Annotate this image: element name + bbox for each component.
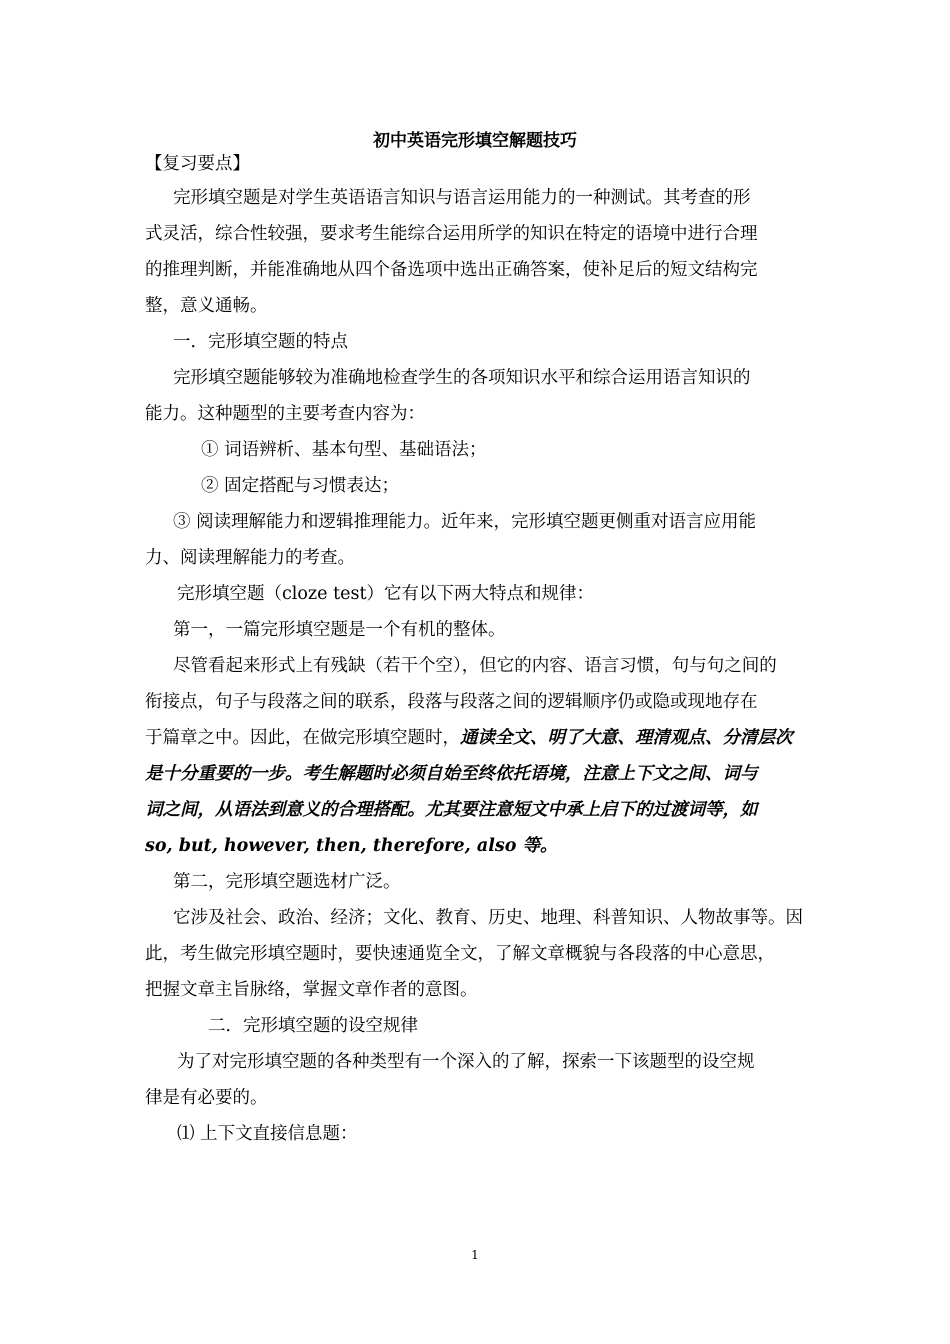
list-item-1: ① 词语辨析、基本句型、基础语法； bbox=[201, 440, 487, 460]
first-para-bold-line-3: so, but, however, then, therefore, also 等。 bbox=[145, 836, 558, 856]
second-para-line-2: 此，考生做完形填空题时，要快速通览全文，了解文章概貌与各段落的中心意思， bbox=[145, 944, 775, 964]
cloze-intro-line: 完形填空题（cloze test）它有以下两大特点和规律： bbox=[177, 584, 594, 604]
intro-line-3: 的推理判断，并能准确地从四个备选项中选出正确答案，使补足后的短文结构完 bbox=[145, 260, 758, 280]
intro-line-1: 完形填空题是对学生英语语言知识与语言运用能力的一种测试。其考查的形 bbox=[173, 188, 751, 208]
first-point-heading: 第一，一篇完形填空题是一个有机的整体。 bbox=[173, 620, 506, 640]
rules-line-1: 为了对完形填空题的各种类型有一个深入的了解，探索一下该题型的设空规 bbox=[177, 1052, 755, 1072]
list-item-2: ② 固定搭配与习惯表达； bbox=[201, 476, 400, 496]
page-number: 1 bbox=[471, 1248, 479, 1262]
second-para-line-3: 把握文章主旨脉络，掌握文章作者的意图。 bbox=[145, 980, 478, 1000]
first-para-line-3-emphasis: 通读全文、明了大意、理清观点、分清层次 bbox=[460, 728, 793, 748]
list-item-3-line-2: 力、阅读理解能力的考查。 bbox=[145, 548, 355, 568]
first-para-bold-line-2: 词之间，从语法到意义的合理搭配。尤其要注意短文中承上启下的过渡词等，如 bbox=[145, 800, 758, 820]
first-para-line-2: 衔接点，句子与段落之间的联系，段落与段落之间的逻辑顺序仍或隐或现地存在 bbox=[145, 692, 758, 712]
first-para-line-1: 尽管看起来形式上有残缺（若干个空），但它的内容、语言习惯，句与句之间的 bbox=[173, 656, 777, 676]
features-line-1: 完形填空题能够较为准确地检查学生的各项知识水平和综合运用语言知识的 bbox=[173, 368, 751, 388]
heading-features: 一．完形填空题的特点 bbox=[173, 332, 348, 352]
section-header: 【复习要点】 bbox=[145, 154, 250, 174]
first-para-bold-line-1: 是十分重要的一步。考生解题时必须自始至终依托语境，注意上下文之间、词与 bbox=[145, 764, 758, 784]
rules-line-2: 律是有必要的。 bbox=[145, 1088, 268, 1108]
second-point-heading: 第二，完形填空题选材广泛。 bbox=[173, 872, 401, 892]
intro-line-4: 整，意义通畅。 bbox=[145, 296, 268, 316]
features-line-2: 能力。这种题型的主要考查内容为： bbox=[145, 404, 425, 424]
second-para-line-1: 它涉及社会、政治、经济；文化、教育、历史、地理、科普知识、人物故事等。因 bbox=[173, 908, 803, 928]
document-title: 初中英语完形填空解题技巧 bbox=[373, 131, 577, 151]
intro-line-2: 式灵活，综合性较强，要求考生能综合运用所学的知识在特定的语境中进行合理 bbox=[145, 224, 758, 244]
subheading-context: ⑴ 上下文直接信息题： bbox=[177, 1124, 358, 1144]
heading-rules: 二．完形填空题的设空规律 bbox=[208, 1016, 418, 1036]
list-item-3-line-1: ③ 阅读理解能力和逻辑推理能力。近年来，完形填空题更侧重对语言应用能 bbox=[173, 512, 757, 532]
first-para-line-3 bbox=[145, 726, 810, 750]
first-para-line-3-plain: 于篇章之中。因此，在做完形填空题时， bbox=[145, 728, 460, 748]
